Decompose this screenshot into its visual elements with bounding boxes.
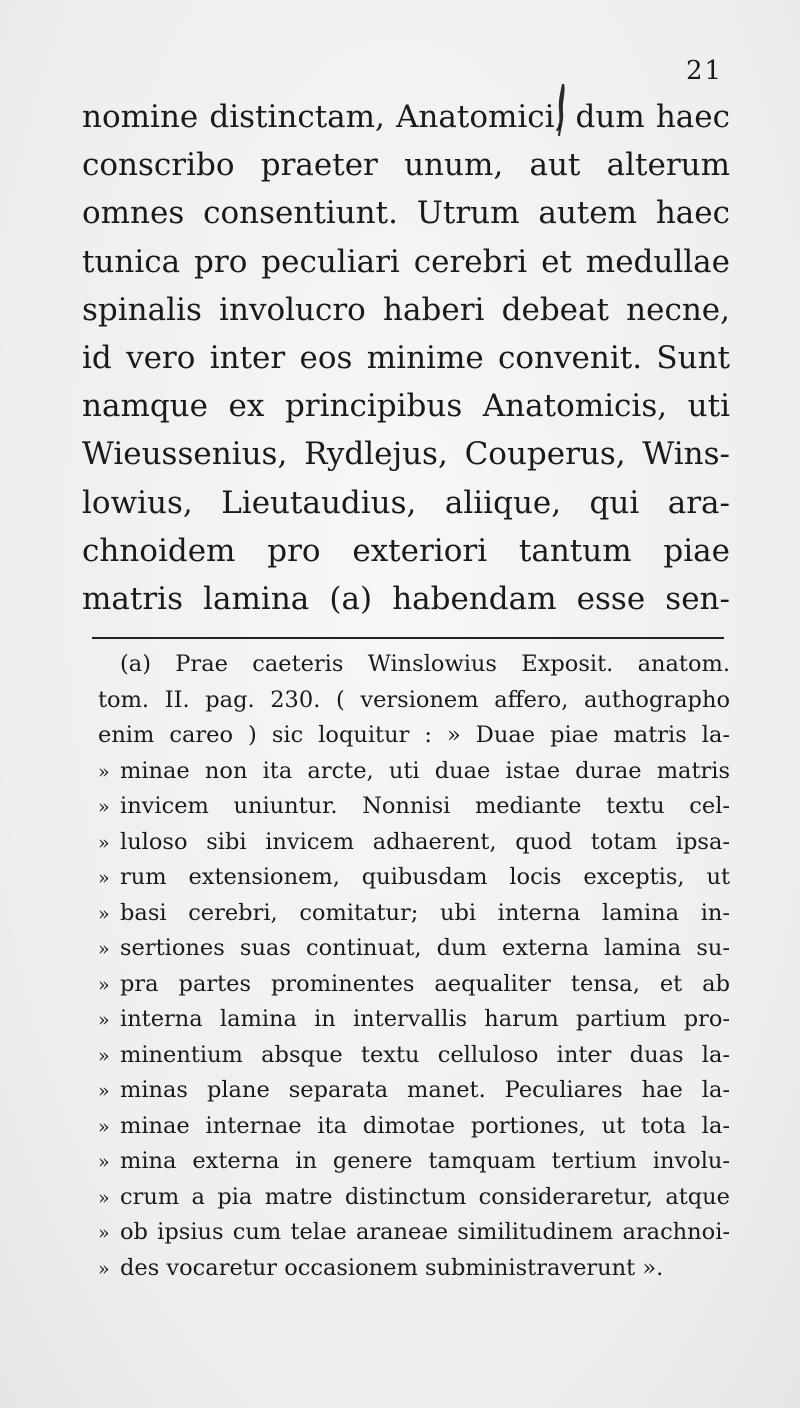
footnote-text: crum a pia matre distinctum consideraretur, atque (120, 1183, 730, 1210)
footnote-line (98, 1144, 730, 1180)
main-text-line: nomine distinctam, Anatomici, dum haec (82, 99, 730, 135)
footnote-text: (a) Prae caeteris Winslowius Exposit. anatom. (120, 651, 730, 677)
footnote-text: mina externa in genere tamquam tertium involu- (120, 1148, 730, 1174)
footnote-line (98, 789, 730, 825)
quote-mark: » (98, 1080, 110, 1102)
quote-mark: » (98, 973, 110, 996)
quote-mark: » (98, 867, 110, 889)
main-text-line: chnoidem pro exteriori tantum piae (82, 532, 730, 569)
page-number: 21 (686, 56, 724, 86)
quote-mark: » (98, 831, 110, 854)
main-text-line: conscribo praeter unum, aut alterum (82, 147, 730, 184)
footnote-block (98, 647, 730, 1286)
footnote-divider (92, 637, 724, 639)
footnote-text: pra partes prominentes aequaliter tensa, et ab (120, 970, 730, 997)
main-text-line: id vero inter eos minime convenit. Sunt (82, 339, 730, 376)
quote-mark: » (98, 1222, 110, 1244)
footnote-line (98, 683, 730, 719)
quote-mark: » (98, 1044, 110, 1067)
main-text-block (82, 93, 730, 623)
footnote-line (98, 1251, 730, 1287)
footnote-line (98, 967, 730, 1003)
footnote-line (98, 825, 730, 861)
footnote-text: minae non ita arcte, uti duae istae durae matris (120, 757, 730, 784)
footnote-text: basi cerebri, comitatur; ubi interna lamina in- (120, 899, 730, 926)
quote-mark: » (98, 1186, 110, 1209)
footnote-text: rum extensionem, quibusdam locis exceptis, ut (120, 864, 730, 890)
quote-mark: » (98, 1009, 110, 1031)
main-text-line: matris lamina (a) habendam esse sen- (82, 580, 730, 617)
quote-mark: » (98, 902, 110, 925)
footnote-text: invicem uniuntur. Nonnisi mediante textu cel- (120, 793, 730, 819)
quote-mark: » (98, 938, 110, 960)
main-text-line: tunica pro peculiari cerebri et medullae (82, 243, 730, 280)
footnote-line (98, 1109, 730, 1145)
footnote-line (98, 718, 730, 754)
main-text-line: omnes consentiunt. Utrum autem haec (82, 195, 730, 232)
footnote-line (98, 931, 730, 967)
footnote-line (98, 1180, 730, 1216)
quote-mark: » (98, 760, 110, 783)
footnote-line (98, 1215, 730, 1251)
footnote-line (98, 754, 730, 790)
footnote-text: minae internae ita dimotae portiones, ut tota la- (120, 1112, 730, 1139)
footnote-line (98, 1073, 730, 1109)
footnote-text: enim careo ) sic loquitur : » Duae piae matris la- (98, 722, 730, 748)
quote-mark: » (98, 796, 110, 818)
main-text-line: namque ex principibus Anatomicis, uti (82, 388, 730, 425)
quote-mark: » (98, 1151, 110, 1173)
main-text-line: lowius, Lieutaudius, aliique, qui ara- (82, 484, 730, 521)
footnote-line (98, 647, 730, 683)
footnote-text: sertiones suas continuat, dum externa lamina su- (120, 935, 730, 961)
footnote-text: luloso sibi invicem adhaerent, quod totam ipsa- (120, 828, 730, 855)
footnote-text: des vocaretur occasionem subministraverunt ». (120, 1254, 664, 1281)
footnote-text: minas plane separata manet. Peculiares hae la- (120, 1077, 730, 1103)
footnote-text: ob ipsius cum telae araneae similitudinem arachnoi- (120, 1219, 730, 1245)
footnote-line (98, 896, 730, 932)
footnote-text: tom. II. pag. 230. ( versionem affero, authographo (98, 686, 730, 713)
footnote-line (98, 860, 730, 896)
main-text-line: spinalis involucro haberi debeat necne, (82, 291, 730, 328)
quote-mark: » (98, 1115, 110, 1138)
footnote-line (98, 1038, 730, 1074)
main-text-line: Wieussenius, Rydlejus, Couperus, Wins- (82, 436, 730, 473)
quote-mark: » (98, 1257, 110, 1280)
footnote-line (98, 1002, 730, 1038)
footnote-text: minentium absque textu celluloso inter duas la- (120, 1041, 730, 1068)
footnote-text: interna lamina in intervallis harum partium pro- (120, 1006, 730, 1032)
